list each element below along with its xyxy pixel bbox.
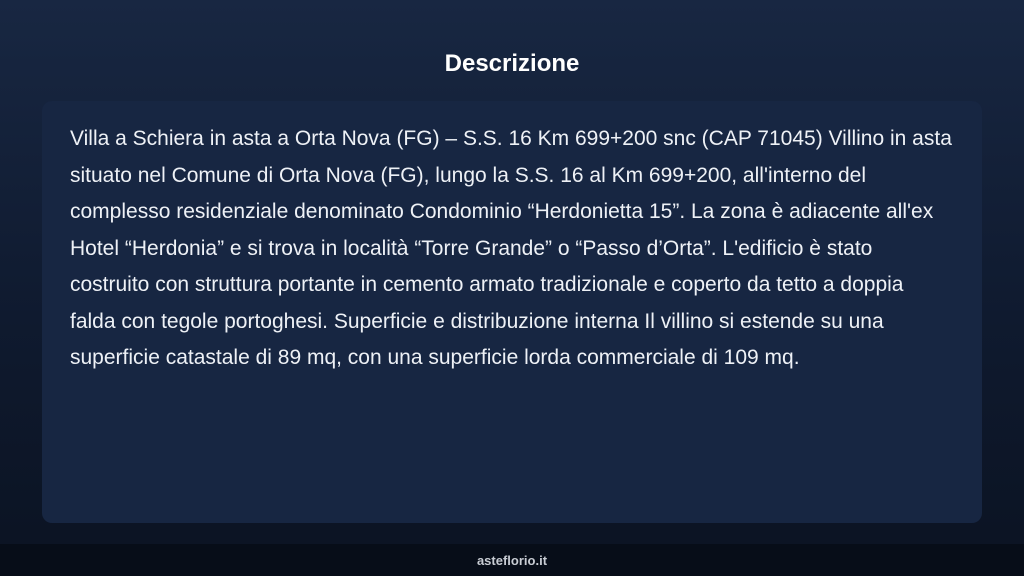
description-text: Villa a Schiera in asta a Orta Nova (FG) – S.S. 16 Km 699+200 snc (CAP 71045) Villino in asta situato nel Comune di Orta Nova (FG), lungo la S.S. 16 al Km 699+200, all'interno del complesso residenziale denominato Condominio “Herdonietta 15”. La zona è adiacente all'ex Hotel “Herdonia” e si trova in località “Torre Grande” o “Passo d’Orta”. L'edificio è stato costruito con struttura portante in cemento armato tradizionale e coperto da tetto a doppia falda con tegole portoghesi. Superficie e distribuzione interna Il villino si estende su una superficie catastale di 89 mq, con una superficie lorda commerciale di 109 mq. [70, 127, 952, 369]
footer-site-name: asteflorio.it [476, 553, 548, 568]
footer-bar [0, 544, 1024, 576]
description-card [42, 101, 982, 523]
page-title: Descrizione [444, 50, 580, 77]
